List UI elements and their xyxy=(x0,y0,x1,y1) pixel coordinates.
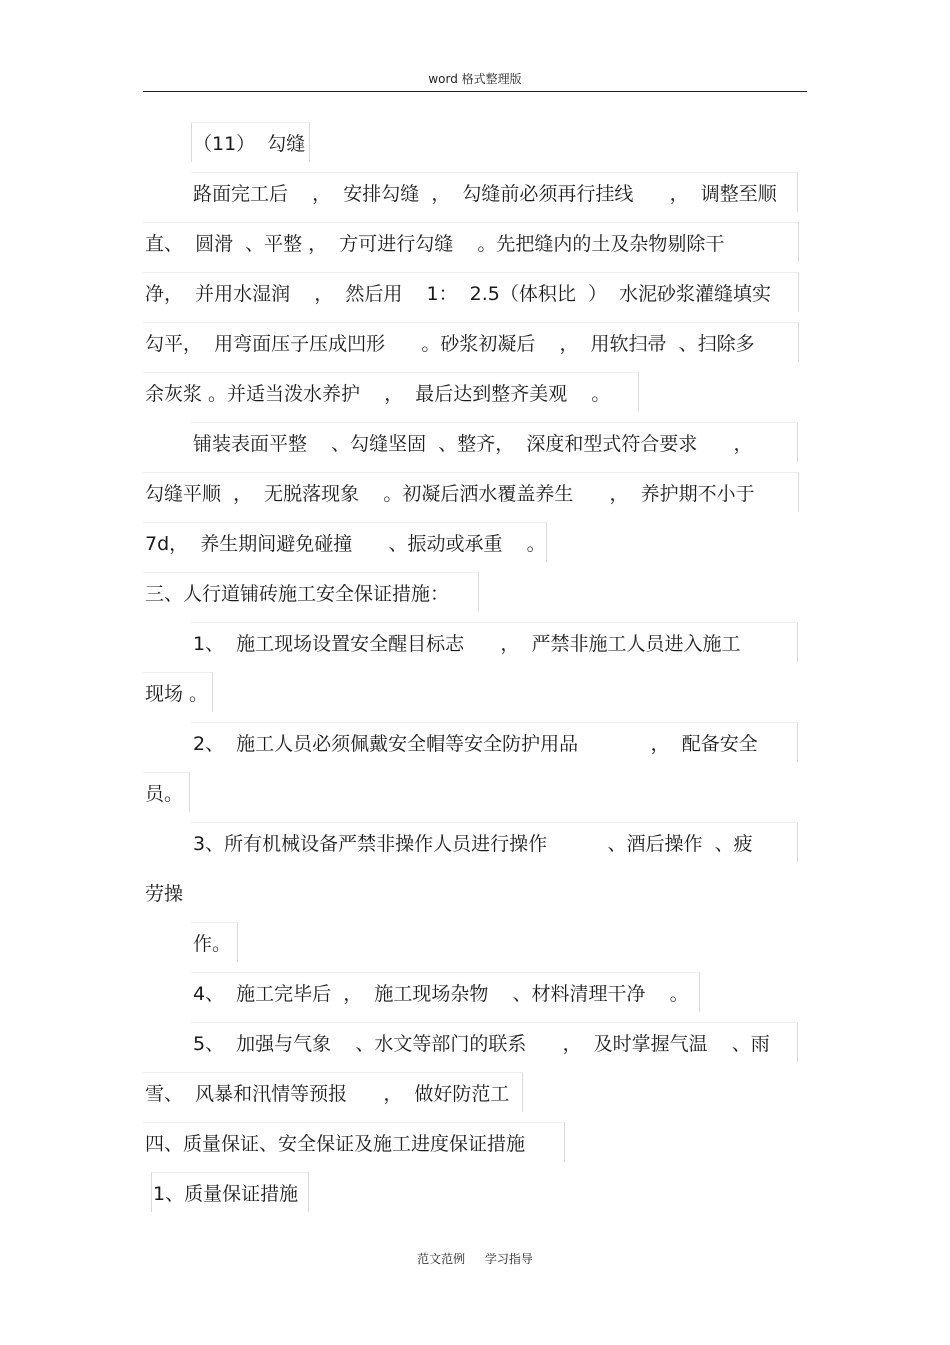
list-item-line: 雪、 风暴和汛情等预报 ， 做好防范工 xyxy=(145,1083,510,1105)
paragraph-line: 路面完工后 ， 安排勾缝 ， 勾缝前必须再行挂线 ， 调整至顺 xyxy=(193,183,777,205)
list-item-line: 劳操 xyxy=(145,883,184,905)
paragraph-line: 7d， 养生期间避免碰撞 、振动或承重 。 xyxy=(145,533,546,555)
subheading-gouferng: （11） 勾缝 xyxy=(193,133,306,155)
paragraph-line: 净， 并用水湿润 ， 然后用 1： 2.5（体积比 ） 水泥砂浆灌缝填实 xyxy=(145,283,772,305)
footer-right-text: 学习指导 xyxy=(484,1252,533,1266)
paragraph-line: 直、 圆滑 、平整 ， 方可进行勾缝 。先把缝内的土及杂物剔除干 xyxy=(145,233,725,255)
list-item-line: 3、所有机械设备严禁非操作人员进行操作 、酒后操作 、疲 xyxy=(193,833,753,855)
list-item-line: 1、 施工现场设置安全醒目标志 ， 严禁非施工人员进入施工 xyxy=(193,633,741,655)
page-header: word 格式整理版 xyxy=(428,72,522,86)
header-divider xyxy=(143,91,807,92)
footer-left-text: 范文范例 xyxy=(417,1252,466,1266)
list-item-line: 2、 施工人员必须佩戴安全帽等安全防护用品 ， 配备安全 xyxy=(193,733,758,755)
paragraph-line: 勾缝平顺 ， 无脱落现象 。初凝后洒水覆盖养生 ， 养护期不小于 xyxy=(145,483,755,505)
list-item-line: 4、 施工完毕后 ， 施工现场杂物 、材料清理干净 。 xyxy=(193,983,689,1005)
paragraph-line: 铺装表面平整 、勾缝坚固 、整齐， 深度和型式符合要求 ， xyxy=(193,433,753,455)
section-heading: 四、质量保证、安全保证及施工进度保证措施 xyxy=(145,1133,526,1155)
list-item-line: 5、 加强与气象 、水文等部门的联系 ， 及时掌握气温 、雨 xyxy=(193,1033,770,1055)
list-item-line: 现场 。 xyxy=(145,683,209,705)
paragraph-line: 余灰浆 。并适当泼水养护 ， 最后达到整齐美观 。 xyxy=(145,383,611,405)
subsection-heading: 1、质量保证措施 xyxy=(153,1183,299,1205)
paragraph-line: 勾平， 用弯面压子压成凹形 。砂浆初凝后 ， 用软扫帚 、扫除多 xyxy=(145,333,755,355)
list-item-line: 员。 xyxy=(145,783,184,805)
list-item-line: 作。 xyxy=(193,933,232,955)
page-footer xyxy=(0,1250,950,1267)
section-heading: 三、人行道铺砖施工安全保证措施： xyxy=(145,583,450,605)
